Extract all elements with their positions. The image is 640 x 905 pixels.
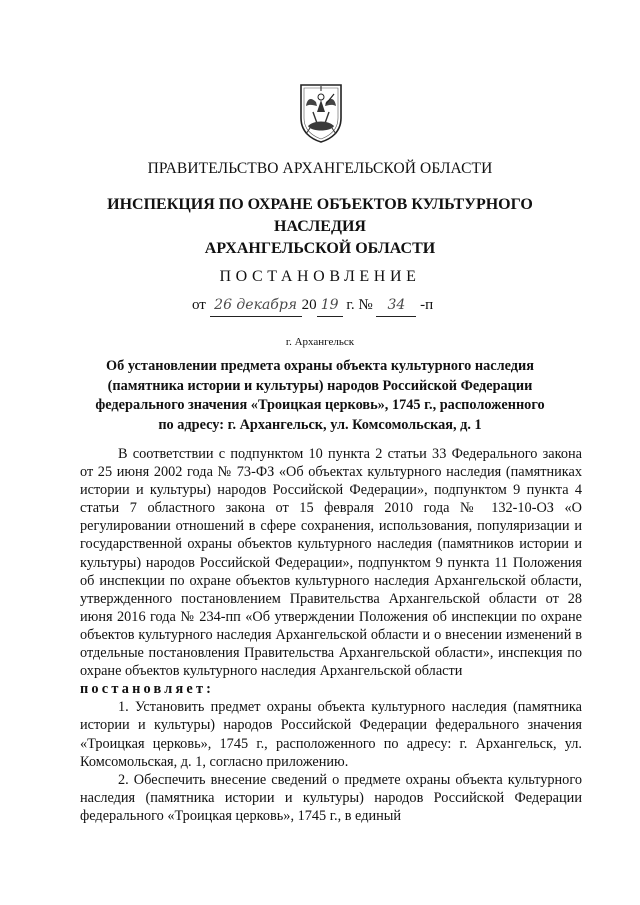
inspection-name-line: АРХАНГЕЛЬСКОЙ ОБЛАСТИ (204, 240, 436, 257)
resolution-body (80, 445, 582, 825)
item-2-paragraph: 2. Обеспечить внесение сведений о предмете охраны объекта культурного наследия (памятника истории и культуры) народов Российской Федерации федерального «Троицкая церковь», 1745 г., в единый (80, 771, 582, 824)
document-type-title: ПОСТАНОВЛЕНИЕ (219, 268, 421, 285)
inspection-name-line: ИНСПЕКЦИЯ ПО ОХРАНЕ ОБЪЕКТОВ КУЛЬТУРНОГО НАСЛЕДИЯ (107, 196, 533, 235)
inspection-name (60, 194, 580, 260)
subject-line: по адресу: г. Архангельск, ул. Комсомольская, д. 1 (158, 416, 482, 433)
resolution-subject (60, 357, 580, 435)
resolution-date-number (192, 297, 492, 317)
handwritten-number: 34 (376, 297, 416, 317)
coat-of-arms-icon (298, 82, 344, 144)
year-suffix: г. № (346, 297, 373, 313)
from-label: от (192, 297, 206, 313)
year-prefix: 20 (301, 297, 317, 313)
item-1-paragraph: 1. Установить предмет охраны объекта культурного наследия (памятника истории и культуры) народов Российской Федерации федерального значения «Троицкая церковь», 1745 г., расположенного по адресу: г. Архангельск, ул. Комсомольская, д. 1, согласно приложению. (80, 699, 582, 770)
preamble-paragraph: В соответствии с подпунктом 10 пункта 2 статьи 33 Федерального закона от 25 июня 2002 года № 73-ФЗ «Об объектах культурного наследия (памятниках истории и культуры) народов Российской Федерации», подпунктом 9 пункта 4 статьи 7 областного закона от 15 февраля 2010 года № 132-10-ОЗ «О регулировании отношений в сфере сохранения, использования, популяризации и государственной охраны объектов культурного наследия (памятников истории и культуры) народов Российской Федерации», подпунктом 9 пункта 11 Положения об инспекции по охране объектов культурного наследия Архангельской области, утвержденного постановлением Правительства Архангельской области от 28 июня 2016 года № 234-пп «Об утверждении Положения об инспекции по охране объектов культурного наследия Архангельской области и о внесении изменений в отдельные постановления Правительства Архангельской области», инспекция по охране объектов культурного наследия Архангельской области (80, 446, 582, 680)
number-suffix: -п (420, 297, 434, 313)
handwritten-date: 26 декабря (210, 297, 302, 317)
handwritten-year: 19 (317, 297, 343, 317)
decree-word: постановляет: (80, 681, 215, 698)
subject-line: Об установлении предмета охраны объекта культурного наследия (106, 358, 534, 374)
subject-line: (памятника истории и культуры) народов Российской Федерации (107, 377, 533, 394)
city-label: г. Архангельск (285, 336, 355, 348)
government-name: ПРАВИТЕЛЬСТВО АРХАНГЕЛЬСКОЙ ОБЛАСТИ (147, 160, 493, 177)
subject-line: федерального значения «Троицкая церковь», 1745 г., расположенного (95, 397, 545, 413)
